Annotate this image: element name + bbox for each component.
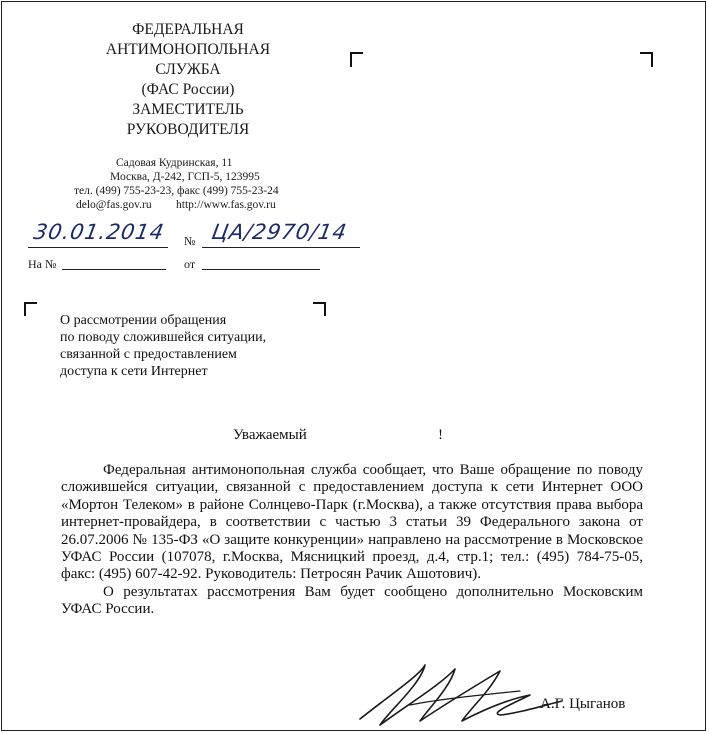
addressee-corner-top-left <box>350 52 363 67</box>
signatory-position <box>78 100 298 140</box>
subject-line-3: связанной с предоставлением <box>60 347 237 362</box>
reference-from-label: от <box>184 257 196 271</box>
registration-number: ЦА/2970/14 <box>209 220 350 244</box>
greeting-exclamation: ! <box>438 427 443 443</box>
addressee-corner-top-right <box>640 52 653 67</box>
reference-label: На № <box>28 257 57 271</box>
date-underline <box>28 247 168 248</box>
number-label: № <box>184 234 196 248</box>
org-line-3: СЛУЖБА <box>155 61 221 78</box>
reference-from-underline <box>202 269 320 270</box>
subject-line-1: О рассмотрении обращения <box>60 313 227 328</box>
greeting-salutation: Уважаемый <box>233 427 307 443</box>
org-line-1: ФЕДЕРАЛЬНАЯ <box>132 21 244 38</box>
subject-corner-left <box>24 302 37 316</box>
number-underline <box>202 247 360 248</box>
org-line-4: (ФАС России) <box>141 81 235 98</box>
handwritten-signature <box>350 655 570 730</box>
registration-date: 30.01.2014 <box>31 220 167 244</box>
address-website: http://www.fas.gov.ru <box>176 199 276 211</box>
signatory-name: А.Г. Цыганов <box>540 696 626 712</box>
body-paragraph-1: Федеральная антимонопольная служба сообщает, что Ваше обращение по поводу сложившейся ситуации, связанной с предоставлением доступа к сети Интернет ООО «Мортон Телеком» в районе Солнцево-Парк (г.Москва), а также отсутствия права выбора интернет-провайдера, в соответствии с частью 3 статьи 39 Федерального закона от 26.07.2006 № 135-ФЗ «О защите конкуренции» направлено на рассмотрение в Московское УФАС России (107078, г.Москва, Мясницкий проезд, д.4, стр.1; тел.: (495) 784-75-05, факс: (495) 607-42-92. Руководитель: Петросян Рачик Ашотович). <box>61 462 643 583</box>
address-street: Садовая Кудринская, 11 <box>116 157 233 169</box>
address-city: Москва, Д-242, ГСП-5, 123995 <box>110 171 260 183</box>
reference-underline <box>62 269 166 270</box>
subject-line-2: по поводу сложившейся ситуации, <box>60 330 267 345</box>
position-line-1: ЗАМЕСТИТЕЛЬ <box>132 101 244 118</box>
organization-name <box>78 20 298 100</box>
address-phone: тел. (499) 755-23-23, факс (499) 755-23-24 <box>74 185 279 197</box>
subject-block <box>60 312 320 380</box>
address-email: delo@fas.gov.ru <box>76 199 152 211</box>
position-line-2: РУКОВОДИТЕЛЯ <box>126 121 250 138</box>
subject-line-4: доступа к сети Интернет <box>60 364 208 379</box>
body-paragraph-2: О результатах рассмотрения Вам будет сообщено дополнительно Московским УФАС России. <box>61 583 643 618</box>
org-line-2: АНТИМОНОПОЛЬНАЯ <box>105 41 271 58</box>
letter-body <box>61 462 643 619</box>
